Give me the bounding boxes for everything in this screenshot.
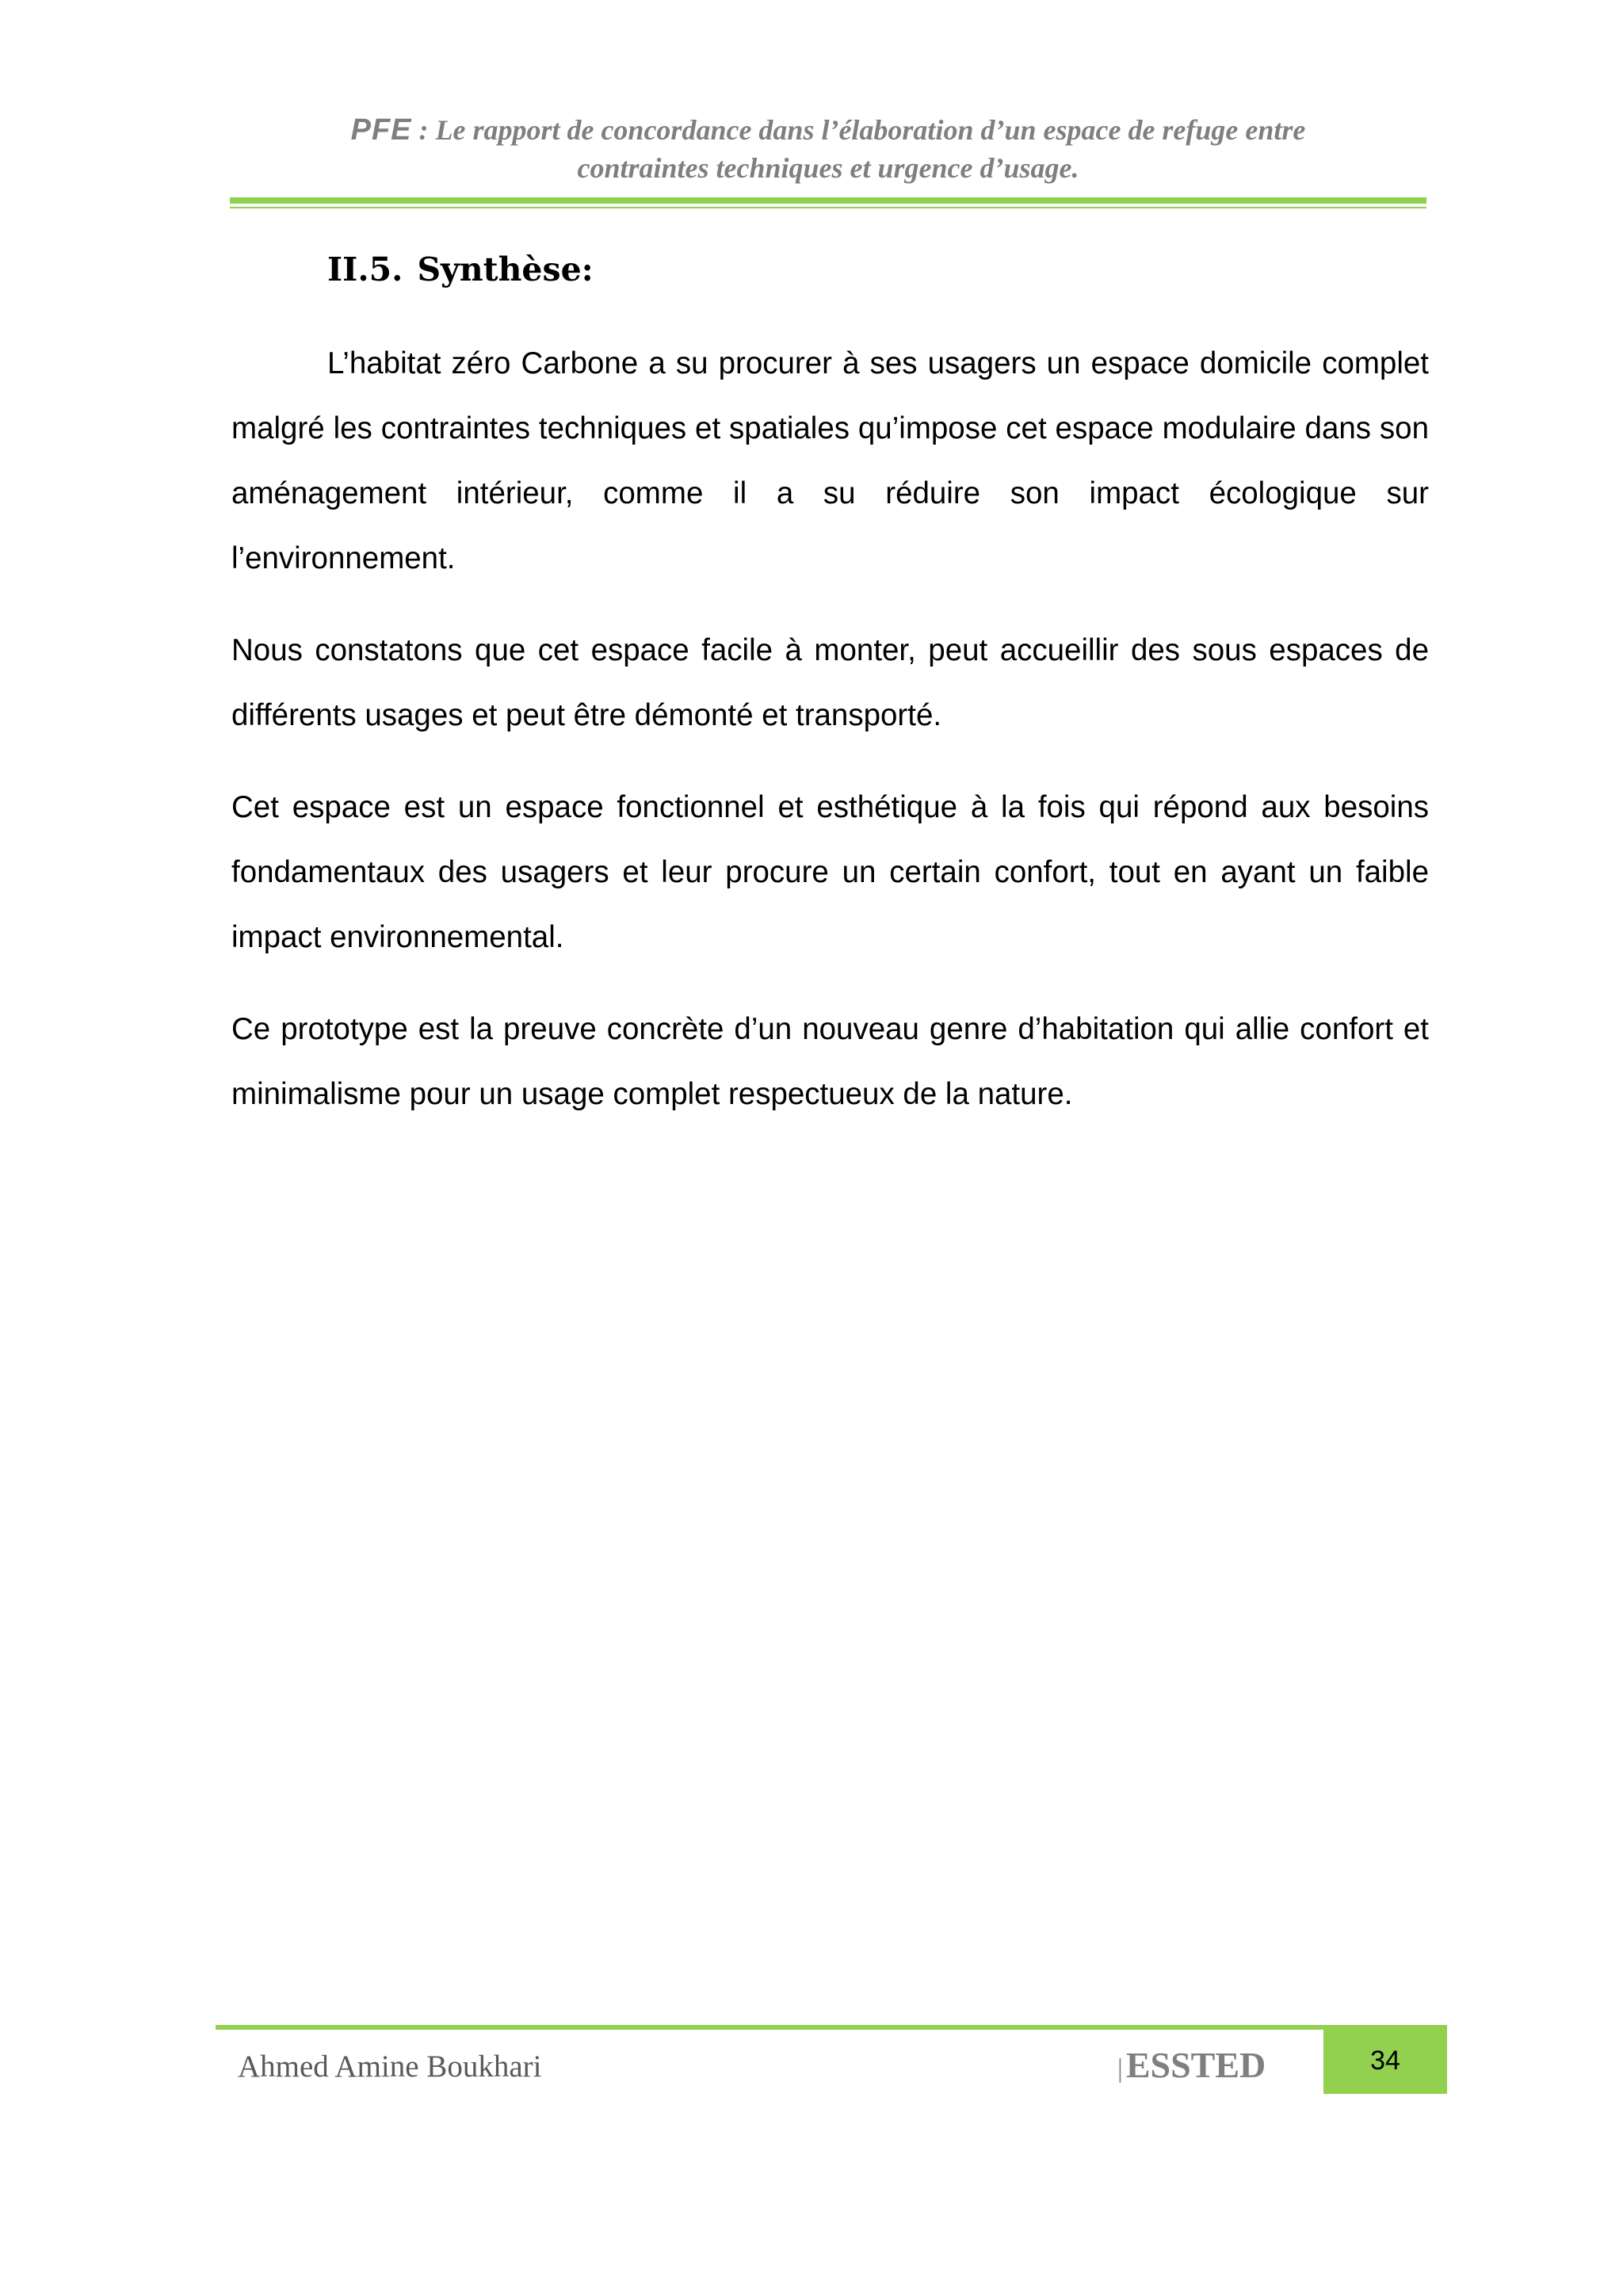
header-title-line-1: : Le rapport de concordance dans l’élaboration d’un espace de refuge entre (411, 114, 1306, 146)
paragraph: Cet espace est un espace fonctionnel et esthétique à la fois qui répond aux besoins fondamentaux des usagers et leur procure un certain confort, tout en ayant un faible impact environnemental. (231, 790, 1429, 954)
footer-school (1117, 2043, 1266, 2092)
paragraph: Nous constatons que cet espace facile à monter, peut accueillir des sous espaces de différents usages et peut être démonté et transporté. (231, 633, 1429, 732)
footer-school-name: ESSTED (1125, 2045, 1266, 2085)
header-line-1 (230, 111, 1426, 149)
footer-separator: | (1117, 2054, 1123, 2084)
paragraph: Ce prototype est la preuve concrète d’un nouveau genre d’habitation qui allie confort et minimalisme pour un usage complet respectueux de la nature. (231, 1012, 1429, 1111)
header-prefix: PFE (350, 113, 412, 147)
header-rule-thin (230, 207, 1426, 208)
page-number-box (1323, 2027, 1447, 2094)
section-number: II.5. (327, 250, 403, 288)
header-rule-thick (230, 197, 1426, 204)
footer-rule (216, 2025, 1447, 2030)
section-title: Synthèse: (417, 250, 594, 288)
paragraph: L’habitat zéro Carbone a su procurer à ses usagers un espace domicile complet malgré les contraintes techniques et spatiales qu’impose cet espace modulaire dans son aménagement intérieur, comme il a su réduire son impact écologique sur l’environnement. (231, 346, 1429, 575)
running-header (230, 111, 1426, 187)
header-title-line-2: contraintes techniques et urgence d’usage. (577, 152, 1079, 184)
body-text (231, 331, 1429, 1154)
footer-author: Ahmed Amine Boukhari (238, 2050, 542, 2084)
page-number: 34 (1370, 2046, 1400, 2076)
section-heading (327, 246, 594, 293)
